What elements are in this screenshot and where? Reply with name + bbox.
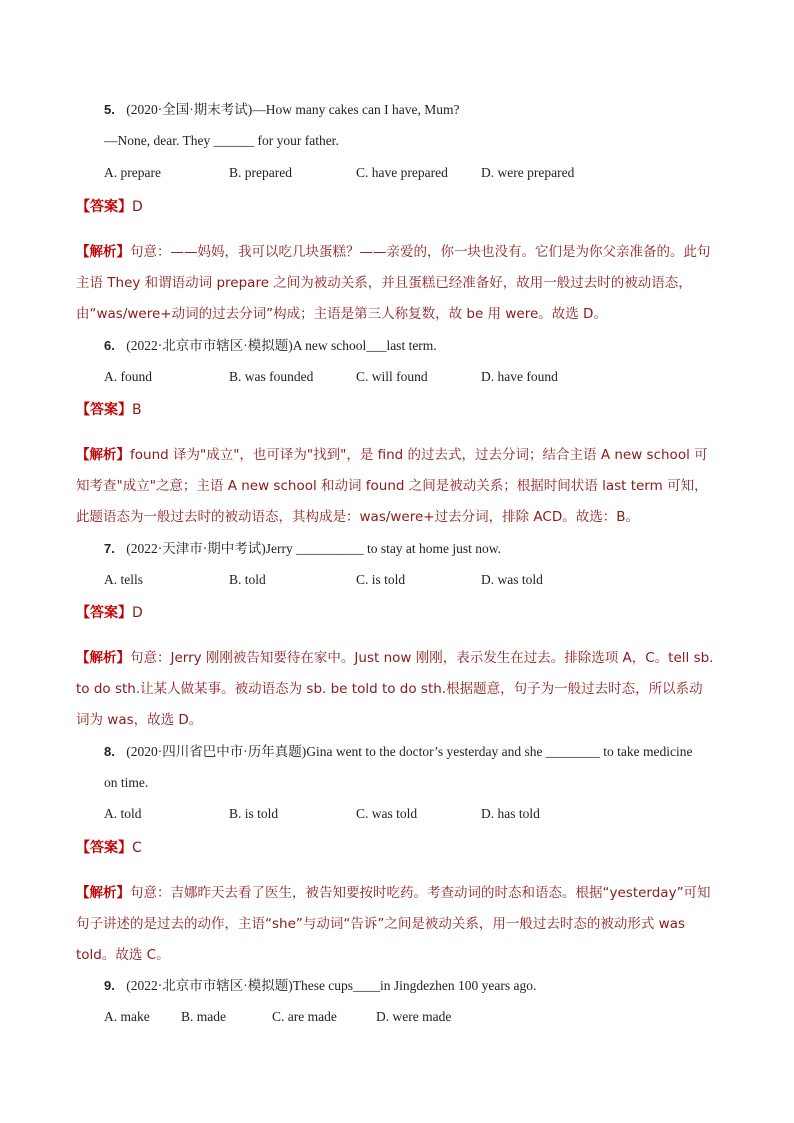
option-a: A. found bbox=[104, 369, 152, 384]
option-c: C. have prepared bbox=[356, 165, 448, 180]
option-d: D. was told bbox=[481, 572, 543, 587]
answer-value: B bbox=[132, 402, 142, 418]
explanation-6 bbox=[76, 440, 716, 533]
option-d: D. has told bbox=[481, 806, 540, 821]
answer-6 bbox=[76, 399, 142, 419]
explanation-text: found 译为"成立"，也可译为"找到"，是 find 的过去式，过去分词；结合主语 A new school 可知考查"成立"之意；主语 A new school 和动词 found 之间是被动关系；根据时间状语 last term 可知，此题语态为一般过去时的被动语态，其构成是：was/were+过去分词，排除 ACD。故选：B。 bbox=[76, 447, 708, 525]
question-text: (2020·全国·期末考试)—How many cakes can I have, Mum? bbox=[126, 102, 460, 117]
answer-8 bbox=[76, 837, 142, 857]
option-b: B. prepared bbox=[229, 165, 292, 180]
question-number: 6. bbox=[104, 338, 115, 353]
option-b: B. made bbox=[181, 1009, 226, 1024]
option-b: B. told bbox=[229, 572, 266, 587]
explanation-text: 句意：Jerry 刚刚被告知要待在家中。Just now 刚刚，表示发生在过去。排除选项 A，C。tell sb. to do sth.让某人做某事。被动语态为 sb. be told to do sth.根据题意，句子为一般过去时态，所以系动词为 was，故选 D。 bbox=[76, 650, 714, 728]
explanation-label: 【解析】 bbox=[76, 447, 130, 463]
option-c: C. is told bbox=[356, 572, 406, 587]
answer-label: 【答案】 bbox=[76, 199, 132, 215]
answer-value: D bbox=[132, 199, 143, 215]
explanation-7 bbox=[76, 643, 716, 736]
answer-5 bbox=[76, 196, 143, 216]
question-text: (2022·北京市市辖区·模拟题)A new school___last term. bbox=[126, 338, 437, 353]
explanation-text: 句意：吉娜昨天去看了医生，被告知要按时吃药。考查动词的时态和语态。根据“yesterday”可知句子讲述的是过去的动作，主语“she”与动词“告诉”之间是被动关系，用一般过去时态的被动形式 was told。故选 C。 bbox=[76, 885, 711, 963]
explanation-8 bbox=[76, 878, 716, 971]
option-c: C. are made bbox=[272, 1009, 337, 1024]
answer-7 bbox=[76, 602, 143, 622]
option-b: B. was founded bbox=[229, 369, 314, 384]
option-a: A. told bbox=[104, 806, 142, 821]
question-text: (2022·北京市市辖区·模拟题)These cups____in Jingdezhen 100 years ago. bbox=[126, 978, 537, 993]
question-5-stem-line2: —None, dear. They ______ for your father. bbox=[104, 133, 339, 148]
explanation-5 bbox=[76, 237, 716, 330]
explanation-label: 【解析】 bbox=[76, 885, 130, 901]
question-number: 8. bbox=[104, 744, 115, 759]
option-a: A. tells bbox=[104, 572, 143, 587]
question-text: (2020·四川省巴中市·历年真题)Gina went to the doctor’s yesterday and she ________ to take medicine bbox=[126, 744, 693, 759]
explanation-text: 句意：——妈妈，我可以吃几块蛋糕？——亲爱的，你一块也没有。它们是为你父亲准备的。此句主语 They 和谓语动词 prepare 之间为被动关系，并且蛋糕已经准备好，故用一般过去时的被动语态，由“was/were+动词的过去分词”构成；主语是第三人称复数，故 be 用 were。故选 D。 bbox=[76, 244, 711, 322]
option-b: B. is told bbox=[229, 806, 279, 821]
question-text: (2022·天津市·期中考试)Jerry __________ to stay at home just now. bbox=[126, 541, 502, 556]
option-a: A. make bbox=[104, 1009, 150, 1024]
option-c: C. was told bbox=[356, 806, 418, 821]
question-7-stem bbox=[104, 541, 501, 557]
explanation-label: 【解析】 bbox=[76, 650, 130, 666]
question-9-stem bbox=[104, 978, 536, 994]
option-d: D. have found bbox=[481, 369, 558, 384]
question-8-stem bbox=[104, 744, 692, 760]
explanation-label: 【解析】 bbox=[76, 244, 130, 260]
option-d: D. were made bbox=[376, 1009, 452, 1024]
answer-value: C bbox=[132, 840, 142, 856]
option-d: D. were prepared bbox=[481, 165, 575, 180]
question-number: 9. bbox=[104, 978, 115, 993]
answer-value: D bbox=[132, 605, 143, 621]
question-number: 5. bbox=[104, 102, 115, 117]
answer-label: 【答案】 bbox=[76, 402, 132, 418]
option-a: A. prepare bbox=[104, 165, 161, 180]
question-8-stem-line2: on time. bbox=[104, 775, 149, 790]
option-c: C. will found bbox=[356, 369, 428, 384]
answer-label: 【答案】 bbox=[76, 605, 132, 621]
question-number: 7. bbox=[104, 541, 115, 556]
question-6-stem bbox=[104, 338, 437, 354]
question-5-stem bbox=[104, 102, 460, 118]
answer-label: 【答案】 bbox=[76, 840, 132, 856]
